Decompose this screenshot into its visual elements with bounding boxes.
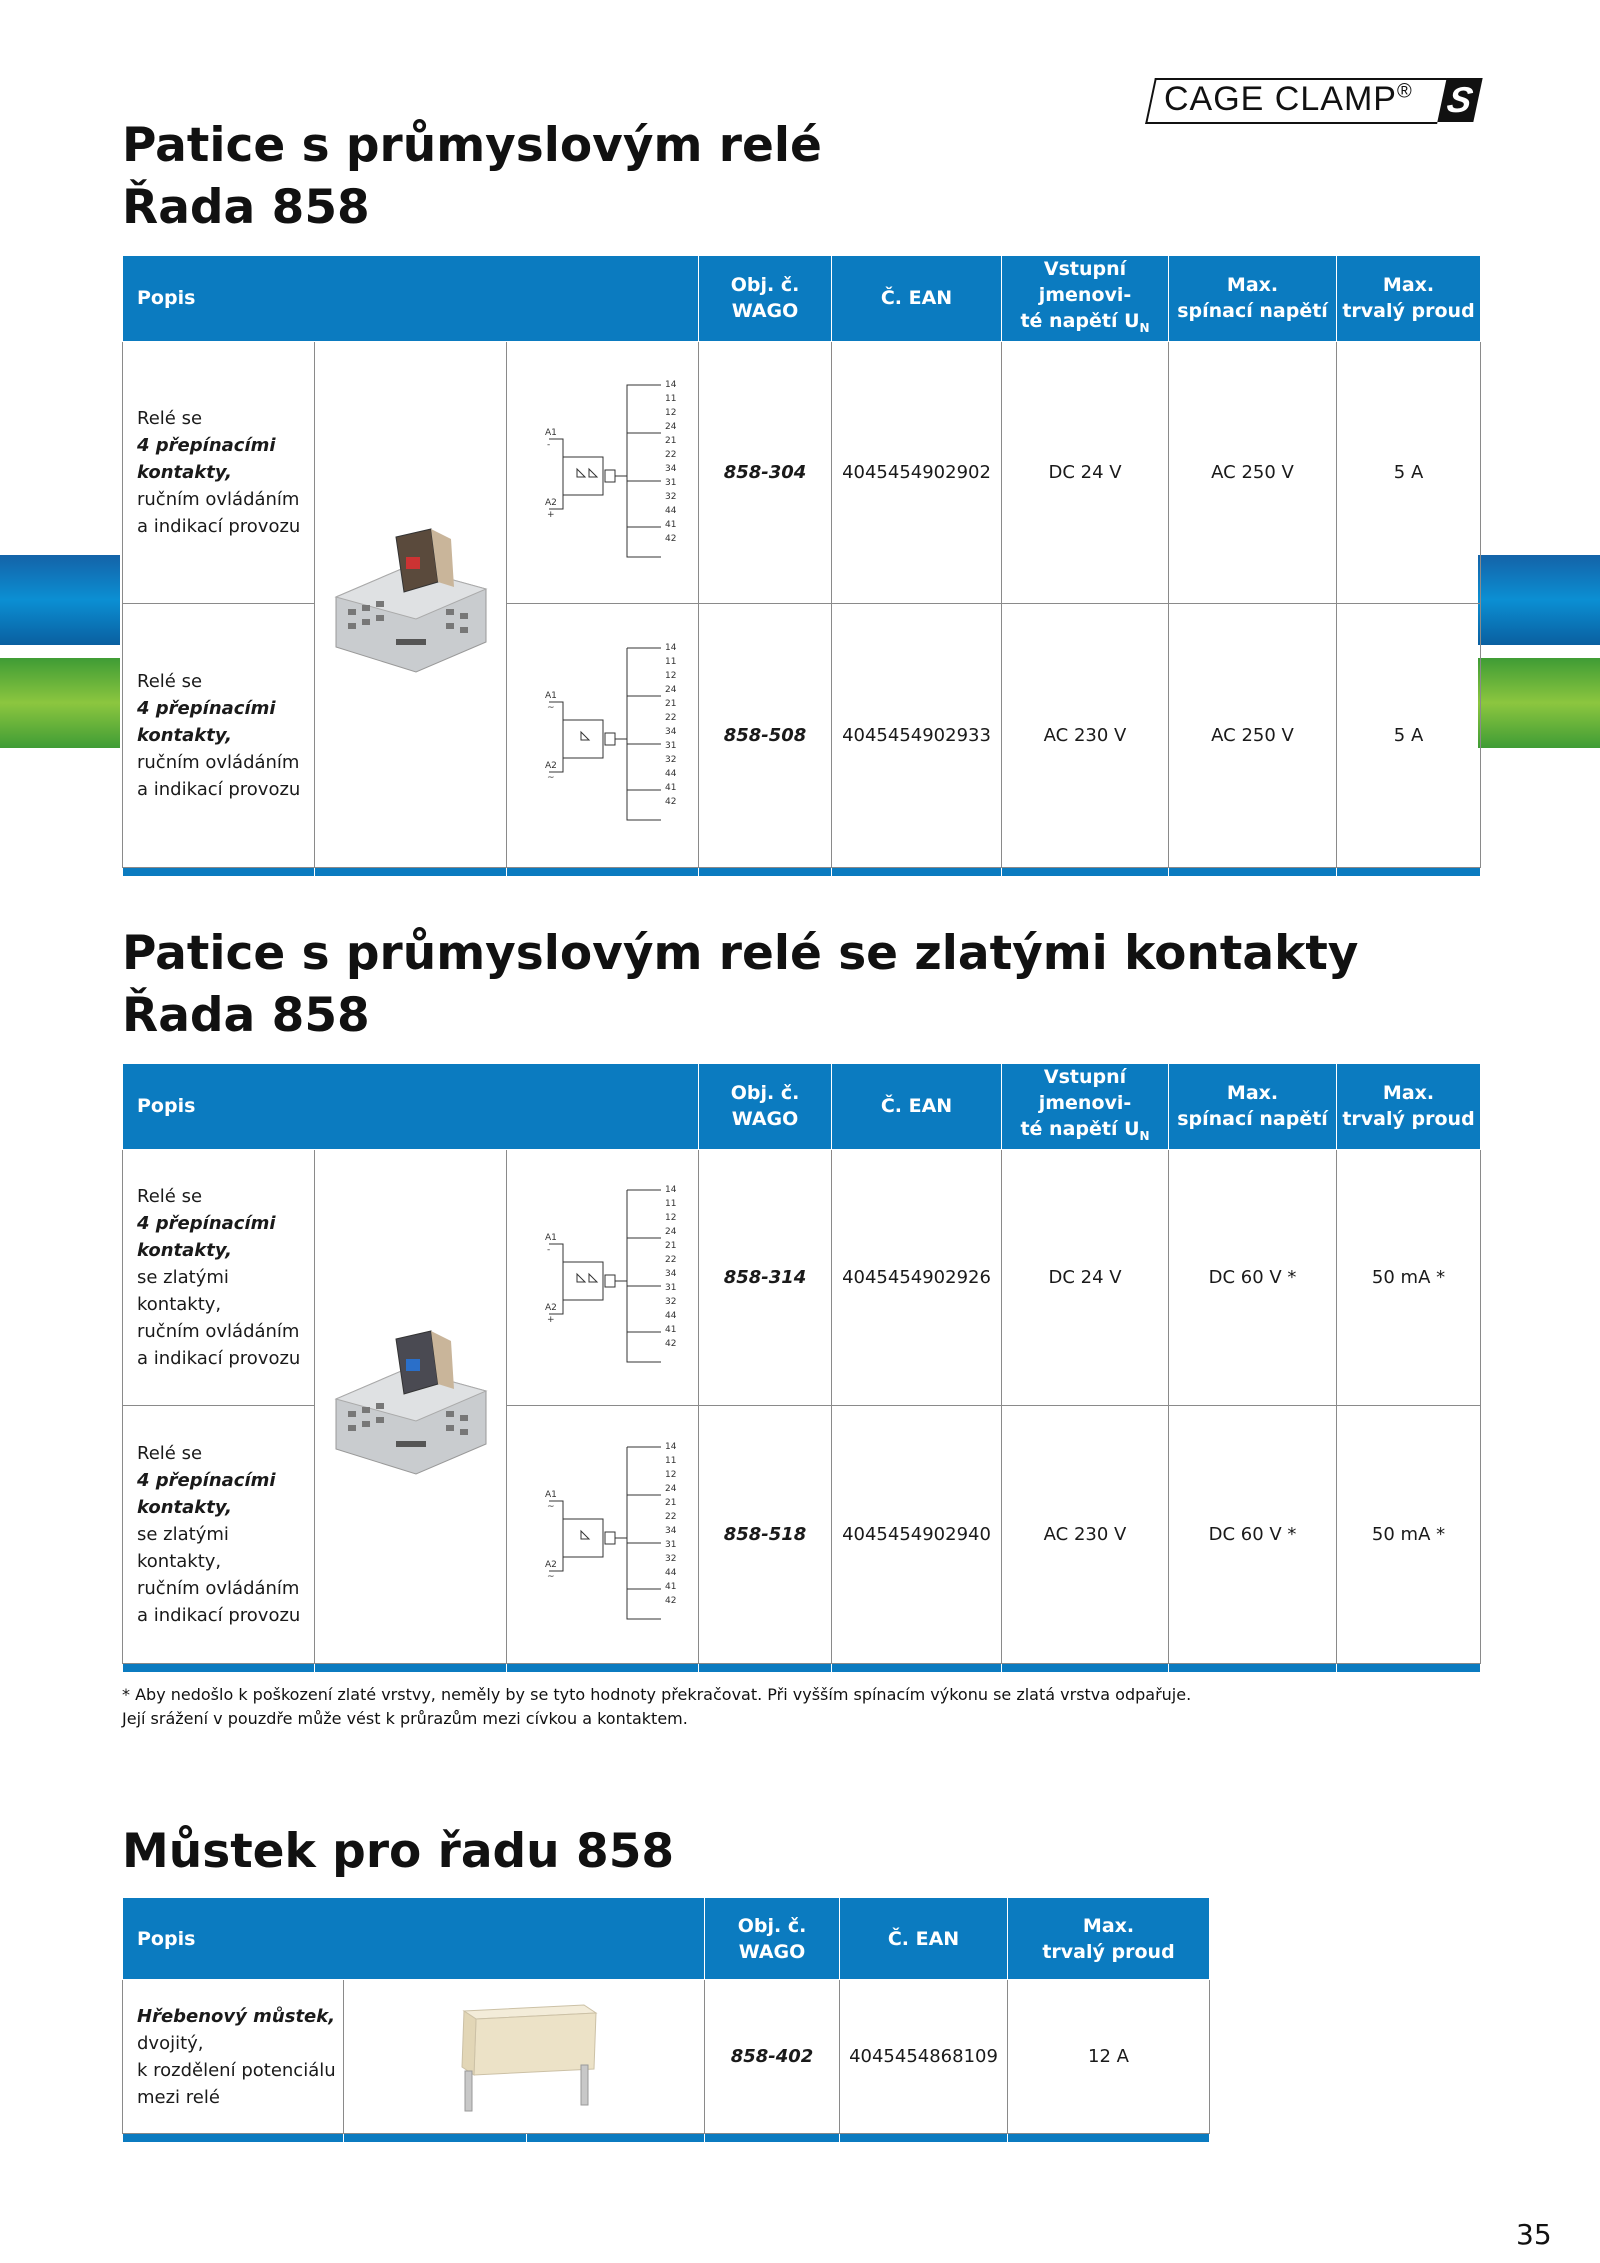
- col-popis: Popis: [123, 1898, 705, 1980]
- circuit-diagram-icon: [523, 1182, 683, 1372]
- circuit-diagram-icon: [523, 640, 683, 830]
- wiring-diagram: [507, 1149, 699, 1405]
- svg-text:11: 11: [664, 657, 676, 668]
- relay-photo: [315, 1149, 507, 1663]
- svg-text:41: 41: [664, 1325, 676, 1336]
- svg-text:14: 14: [664, 380, 676, 391]
- section-title: Můstek pro řadu 858: [122, 1824, 675, 1879]
- svg-text:34: 34: [664, 464, 676, 475]
- wiring-diagram: [507, 1405, 699, 1663]
- left-blue-bar: [0, 555, 120, 645]
- svg-text:~: ~: [546, 1572, 555, 1583]
- svg-text:34: 34: [664, 1526, 676, 1537]
- wiring-diagram: [507, 341, 699, 603]
- svg-text:12: 12: [664, 408, 676, 419]
- continuous-current: 5 A: [1337, 603, 1481, 867]
- svg-text:A1: A1: [544, 691, 557, 702]
- comb-bridge-image: [424, 1989, 624, 2119]
- relay-image: [326, 527, 496, 677]
- cage-clamp-logo: CAGE CLAMP® S: [1150, 78, 1482, 122]
- relay-photo: [315, 341, 507, 867]
- svg-text:A2: A2: [544, 761, 557, 772]
- col-current: Max. trvalý proud: [1008, 1898, 1210, 1980]
- continuous-current: 50 mA *: [1337, 1405, 1481, 1663]
- svg-text:34: 34: [664, 727, 676, 738]
- wiring-diagram: [507, 603, 699, 867]
- col-ean: Č. EAN: [840, 1898, 1008, 1980]
- col-obj: Obj. č. WAGO: [699, 256, 832, 342]
- table-row: [123, 1980, 1210, 2134]
- svg-text:44: 44: [664, 1311, 676, 1322]
- svg-text:42: 42: [664, 534, 676, 545]
- svg-text:14: 14: [664, 1185, 676, 1196]
- row-description: Relé se 4 přepínacími kontakty, se zlatými kontakty, ručním ovládáním a indikací provozu: [123, 1405, 315, 1663]
- svg-text:12: 12: [664, 1470, 676, 1481]
- ean-code: 4045454902940: [832, 1405, 1002, 1663]
- row-description: Relé se 4 přepínacími kontakty, se zlatými kontakty, ručním ovládáním a indikací provozu: [123, 1149, 315, 1405]
- svg-text:22: 22: [664, 450, 676, 461]
- svg-text:32: 32: [664, 755, 676, 766]
- svg-text:11: 11: [664, 1456, 676, 1467]
- col-popis: Popis: [123, 1064, 699, 1150]
- order-number: 858-304: [699, 341, 832, 603]
- svg-text:21: 21: [664, 1241, 676, 1252]
- col-voltage: Vstupní jmenovi- té napětí $U_N$: [1002, 1064, 1169, 1150]
- svg-text:~: ~: [546, 1502, 555, 1513]
- ean-code: 4045454868109: [840, 1980, 1008, 2134]
- svg-text:22: 22: [664, 1255, 676, 1266]
- product-table-2: [122, 1063, 1481, 1672]
- rated-voltage: AC 230 V: [1002, 603, 1169, 867]
- switching-voltage: AC 250 V: [1169, 341, 1337, 603]
- svg-text:31: 31: [664, 1283, 676, 1294]
- svg-text:A1: A1: [544, 1490, 557, 1501]
- svg-text:32: 32: [664, 1297, 676, 1308]
- table-row: [123, 1149, 1481, 1405]
- ean-code: 4045454902933: [832, 603, 1002, 867]
- svg-text:+: +: [546, 1315, 555, 1326]
- order-number: 858-508: [699, 603, 832, 867]
- col-switching: Max. spínací napětí: [1169, 256, 1337, 342]
- svg-text:A2: A2: [544, 1560, 557, 1571]
- svg-text:11: 11: [664, 1199, 676, 1210]
- rated-voltage: DC 24 V: [1002, 1149, 1169, 1405]
- rated-voltage: AC 230 V: [1002, 1405, 1169, 1663]
- svg-text:42: 42: [664, 1596, 676, 1607]
- svg-text:-: -: [546, 1245, 550, 1256]
- svg-text:22: 22: [664, 713, 676, 724]
- product-table-1: [122, 255, 1481, 876]
- rated-voltage: DC 24 V: [1002, 341, 1169, 603]
- svg-text:+: +: [546, 510, 555, 521]
- col-voltage: Vstupní jmenovi- té napětí $U_N$: [1002, 256, 1169, 342]
- svg-text:31: 31: [664, 1540, 676, 1551]
- svg-text:21: 21: [664, 1498, 676, 1509]
- bridge-photo: [344, 1980, 705, 2134]
- svg-text:24: 24: [664, 1484, 676, 1495]
- svg-text:12: 12: [664, 1213, 676, 1224]
- svg-text:14: 14: [664, 1442, 676, 1453]
- svg-text:34: 34: [664, 1269, 676, 1280]
- right-green-bar: [1478, 658, 1600, 748]
- page-number: 35: [1516, 2218, 1552, 2251]
- order-number: 858-402: [705, 1980, 840, 2134]
- relay-image: [326, 1329, 496, 1479]
- col-obj: Obj. č. WAGO: [705, 1898, 840, 1980]
- svg-text:32: 32: [664, 492, 676, 503]
- svg-text:24: 24: [664, 422, 676, 433]
- svg-text:44: 44: [664, 769, 676, 780]
- svg-text:31: 31: [664, 741, 676, 752]
- section-title: Patice s průmyslovým relé Řada 858: [122, 118, 822, 235]
- svg-text:A2: A2: [544, 1303, 557, 1314]
- svg-text:-: -: [546, 440, 550, 451]
- svg-text:14: 14: [664, 643, 676, 654]
- row-description: Relé se 4 přepínacími kontakty, ručním ovládáním a indikací provozu: [123, 603, 315, 867]
- ean-code: 4045454902902: [832, 341, 1002, 603]
- col-popis: Popis: [123, 256, 699, 342]
- continuous-current: 5 A: [1337, 341, 1481, 603]
- svg-text:44: 44: [664, 1568, 676, 1579]
- svg-text:A1: A1: [544, 428, 557, 439]
- svg-text:A1: A1: [544, 1233, 557, 1244]
- svg-text:24: 24: [664, 1227, 676, 1238]
- svg-text:42: 42: [664, 797, 676, 808]
- svg-text:32: 32: [664, 1554, 676, 1565]
- col-current: Max. trvalý proud: [1337, 1064, 1481, 1150]
- switching-voltage: DC 60 V *: [1169, 1149, 1337, 1405]
- svg-text:21: 21: [664, 436, 676, 447]
- svg-text:31: 31: [664, 478, 676, 489]
- continuous-current: 12 A: [1008, 1980, 1210, 2134]
- svg-text:~: ~: [546, 773, 555, 784]
- continuous-current: 50 mA *: [1337, 1149, 1481, 1405]
- svg-text:44: 44: [664, 506, 676, 517]
- switching-voltage: DC 60 V *: [1169, 1405, 1337, 1663]
- svg-text:22: 22: [664, 1512, 676, 1523]
- row-description: Relé se 4 přepínacími kontakty, ručním ovládáním a indikací provozu: [123, 341, 315, 603]
- row-description: Hřebenový můstek, dvojitý, k rozdělení potenciálu mezi relé: [123, 1980, 344, 2134]
- svg-text:A2: A2: [544, 498, 557, 509]
- col-obj: Obj. č. WAGO: [699, 1064, 832, 1150]
- svg-text:11: 11: [664, 394, 676, 405]
- svg-text:41: 41: [664, 520, 676, 531]
- col-ean: Č. EAN: [832, 256, 1002, 342]
- circuit-diagram-icon: [523, 377, 683, 567]
- table-row: [123, 341, 1481, 603]
- svg-text:41: 41: [664, 1582, 676, 1593]
- col-switching: Max. spínací napětí: [1169, 1064, 1337, 1150]
- svg-text:12: 12: [664, 671, 676, 682]
- svg-text:24: 24: [664, 685, 676, 696]
- order-number: 858-518: [699, 1405, 832, 1663]
- section-title: Patice s průmyslovým relé se zlatými kontakty Řada 858: [122, 926, 1359, 1043]
- switching-voltage: AC 250 V: [1169, 603, 1337, 867]
- col-ean: Č. EAN: [832, 1064, 1002, 1150]
- product-table-3: [122, 1897, 1210, 2142]
- svg-text:21: 21: [664, 699, 676, 710]
- svg-text:~: ~: [546, 703, 555, 714]
- left-green-bar: [0, 658, 120, 748]
- circuit-diagram-icon: [523, 1439, 683, 1629]
- footnote: * Aby nedošlo k poškození zlaté vrstvy, neměly by se tyto hodnoty překračovat. Při vyšším spínacím výkonu se zlatá vrstva odpařuje. Její srážení v pouzdře může vést k průrazům mezi cívkou a kontaktem.: [122, 1685, 1192, 1728]
- right-blue-bar: [1478, 555, 1600, 645]
- col-current: Max. trvalý proud: [1337, 256, 1481, 342]
- order-number: 858-314: [699, 1149, 832, 1405]
- svg-text:41: 41: [664, 783, 676, 794]
- ean-code: 4045454902926: [832, 1149, 1002, 1405]
- svg-text:42: 42: [664, 1339, 676, 1350]
